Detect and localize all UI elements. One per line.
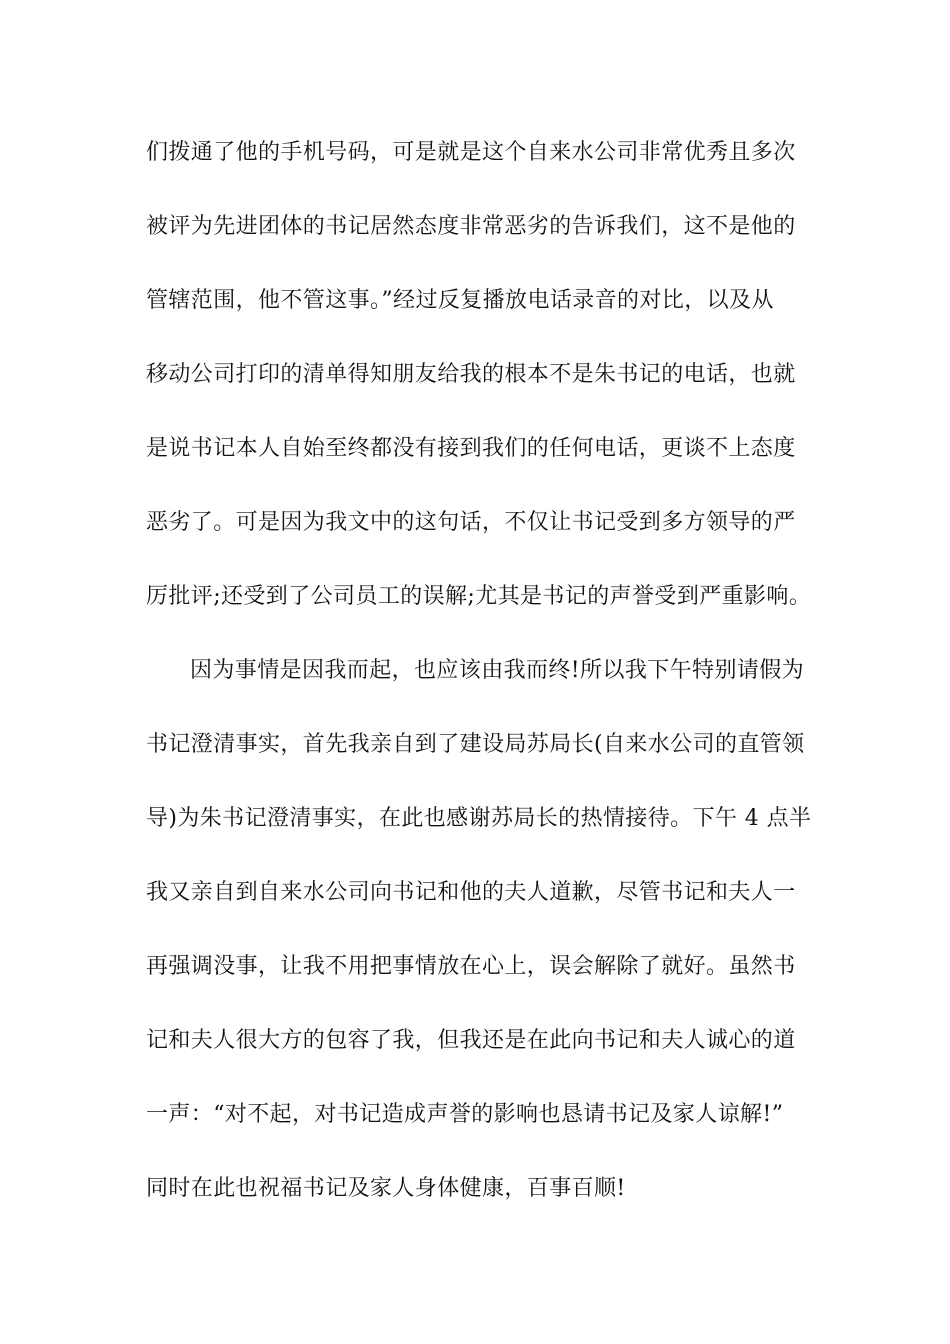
paragraph-first-line: 因为事情是因我而起，也应该由我而终!所以我下午特别请假为	[190, 658, 805, 683]
text-line: 厉批评;还受到了公司员工的误解;尤其是书记的声誉受到严重影响。	[146, 584, 812, 609]
text-line: 导)为朱书记澄清事实，在此也感谢苏局长的热情接待。下午 4 点半	[146, 806, 812, 831]
text-line: 移动公司打印的清单得知朋友给我的根本不是朱书记的电话，也就	[146, 362, 796, 387]
text-line: 同时在此也祝福书记及家人身体健康，百事百顺!	[146, 1176, 626, 1201]
text-line: 被评为先进团体的书记居然态度非常恶劣的告诉我们，这不是他的	[146, 214, 796, 239]
text-line: 管辖范围，他不管这事。”经过反复播放电话录音的对比，以及从	[146, 288, 774, 313]
text-line: 我又亲自到自来水公司向书记和他的夫人道歉，尽管书记和夫人一	[146, 880, 796, 905]
text-line: 再强调没事，让我不用把事情放在心上，误会解除了就好。虽然书	[146, 954, 796, 979]
document-body	[146, 131, 816, 1241]
text-line: 是说书记本人自始至终都没有接到我们的任何电话，更谈不上态度	[146, 436, 796, 461]
text-line: 记和夫人很大方的包容了我，但我还是在此向书记和夫人诚心的道	[146, 1028, 796, 1053]
text-line: 恶劣了。可是因为我文中的这句话，不仅让书记受到多方领导的严	[146, 510, 796, 535]
text-line: 们拨通了他的手机号码，可是就是这个自来水公司非常优秀且多次	[146, 140, 796, 165]
text-line: 一声：“对不起，对书记造成声誉的影响也恳请书记及家人谅解!”	[146, 1102, 784, 1127]
text-line: 书记澄清事实，首先我亲自到了建设局苏局长(自来水公司的直管领	[146, 732, 805, 757]
